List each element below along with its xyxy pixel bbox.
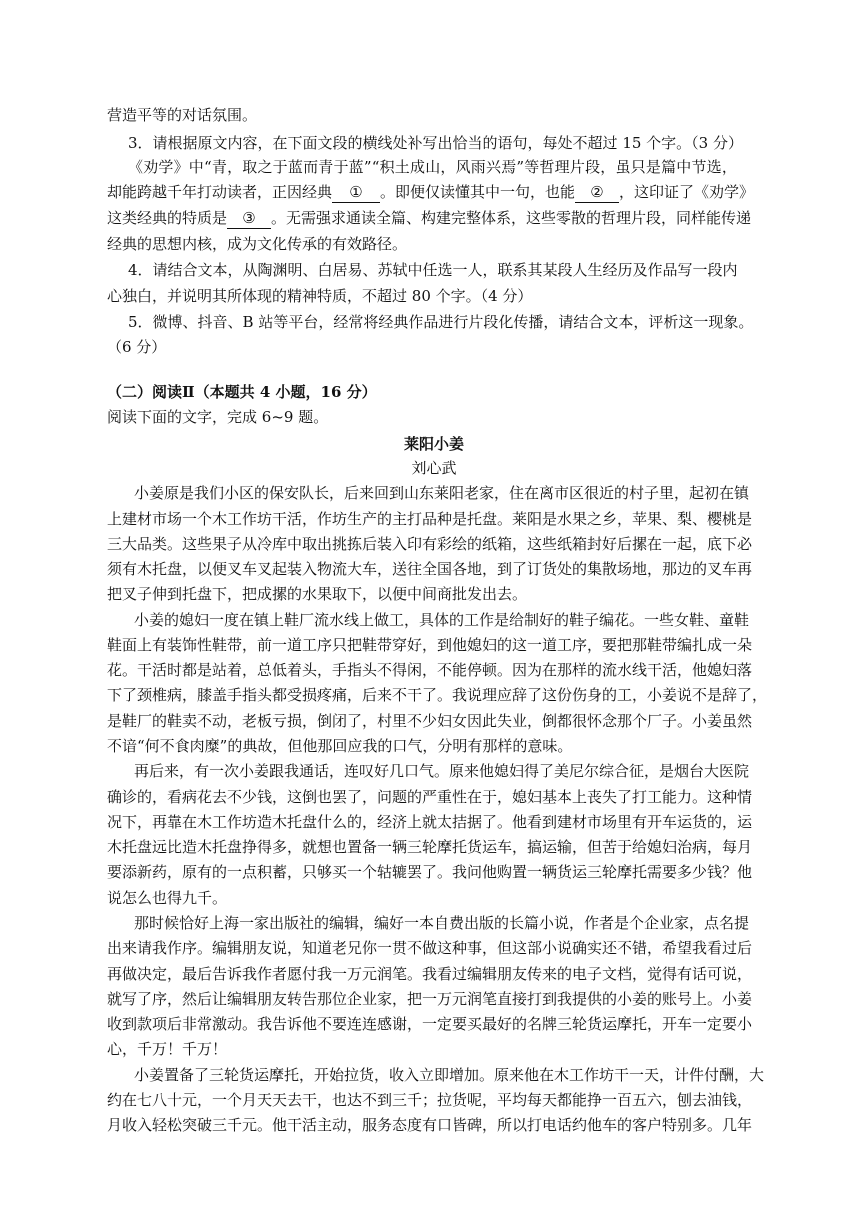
article-line: 小姜原是我们小区的保安队长，后来回到山东莱阳老家，住在离市区很近的村子里，起初在镇 xyxy=(134,484,750,502)
section-heading: （二）阅读Ⅱ（本题共 4 小题，16 分） xyxy=(107,383,377,401)
article-line: 收到款项后非常激动。我告诉他不要连连感谢，一定要买最好的名牌三轮货运摩托，开车一定要小 xyxy=(107,1015,753,1033)
article-line: 况下，再靠在木工作坊造木托盘什么的，经济上就太拮据了。他看到建材市场里有开车运货的，运 xyxy=(107,813,753,831)
article-line: 鞋面上有装饰性鞋带，前一道工序只把鞋带穿好，到他媳妇的这一道工序，要把那鞋带编扎成一朵 xyxy=(107,636,753,654)
article-line: 把叉子伸到托盘下，把成摞的水果取下，以便中间商批发出去。 xyxy=(107,585,528,603)
article-line: 不谙“何不食肉糜”的典故，但他那回应我的口气，分明有那样的意味。 xyxy=(107,737,573,755)
article-line: 那时候恰好上海一家出版社的编辑，编好一本自费出版的长篇小说，作者是个企业家，点名提 xyxy=(134,914,750,932)
article-line: 约在七八十元，一个月天天去干，也达不到三千；拉货呢，平均每天都能挣一百五六，刨去油钱， xyxy=(107,1091,753,1109)
passage-text: 却能跨越千年打动读者，正因经典 xyxy=(107,183,333,201)
article-line: 小姜的媳妇一度在镇上鞋厂流水线上做工，具体的工作是给制好的鞋子编花。一些女鞋、童鞋 xyxy=(134,611,750,629)
passage-line: 经典的思想内核，成为文化传承的有效路径。 xyxy=(107,235,408,253)
passage-line xyxy=(107,182,754,203)
article-line: 再做决定，最后告诉我作者愿付我一万元润笔。我看过编辑朋友传来的电子文档，觉得有话可说， xyxy=(107,965,753,983)
section-instruction: 阅读下面的文字，完成 6~9 题。 xyxy=(107,408,329,426)
article-line: 要添新药，原有的一点积蓄，只够买一个轱辘罢了。我问他购置一辆货运三轮摩托需要多少钱？他 xyxy=(107,863,753,881)
passage-line xyxy=(107,208,751,229)
article-line: 花。干活时都是站着，总低着头，手指头不得闲，不能停顿。因为在那样的流水线干活，他媳妇落 xyxy=(107,661,753,679)
article-line: 说怎么也得九千。 xyxy=(107,889,228,907)
article-line: 出来请我作序。编辑朋友说，知道老兄你一贯不做这种事，但这部小说确实还不错，希望我看过后 xyxy=(107,939,753,957)
blank-3: ③ xyxy=(227,208,271,229)
article-line: 再后来，有一次小姜跟我通话，连叹好几口气。原来他媳妇得了美尼尔综合征，是烟台大医院 xyxy=(134,762,750,780)
text-line: 营造平等的对话氛围。 xyxy=(107,106,258,124)
passage-text: 。无需强求通读全篇、构建完整体系，这些零散的哲理片段，同样能传递 xyxy=(271,209,752,227)
article-line: 月收入轻松突破三千元。他干活主动，服务态度有口皆碑，所以打电话约他车的客户特别多。几年 xyxy=(107,1116,753,1134)
passage-text: 。即便仅读懂其中一句，也能 xyxy=(380,183,576,201)
article-author: 刘心武 xyxy=(411,459,457,477)
passage-text: ，这印证了《劝学》 xyxy=(619,183,755,201)
article-line: 下了颈椎病，膝盖手指头都受损疼痛，后来不干了。我说理应辞了这份伤身的工，小姜说不是辞了， xyxy=(107,686,768,704)
article-line: 须有木托盘，以便叉车叉起装入物流大车，送往全国各地，到了订货处的集散场地，那边的叉车再 xyxy=(107,560,753,578)
article-line: 小姜置备了三轮货运摩托，开始拉货，收入立即增加。原来他在木工作坊干一天，计件付酬，大 xyxy=(134,1066,765,1084)
question-4-cont: 心独白，并说明其所体现的精神特质，不超过 80 个字。（4 分） xyxy=(107,287,533,305)
question-5: 5．微博、抖音、B 站等平台，经常将经典作品进行片段化传播，请结合文本，评析这一现象。 xyxy=(128,313,754,331)
article-line: 确诊的，看病花去不少钱，这倒也罢了，问题的严重性在于，媳妇基本上丧失了打工能力。这种情 xyxy=(107,788,753,806)
article-line: 就写了序，然后让编辑朋友转告那位企业家，把一万元润笔直接打到我提供的小姜的账号上。小姜 xyxy=(107,990,753,1008)
blank-2: ② xyxy=(575,182,619,203)
question-4: 4．请结合文本，从陶渊明、白居易、苏轼中任选一人，联系其某段人生经历及作品写一段内 xyxy=(128,261,738,279)
blank-1: ① xyxy=(332,182,380,203)
article-line: 木托盘远比造木托盘挣得多，就想也置备一辆三轮摩托货运车，搞运输，但苦于给媳妇治病，每月 xyxy=(107,838,753,856)
article-line: 是鞋厂的鞋卖不动，老板亏损，倒闭了，村里不少妇女因此失业，倒都很怀念那个厂子。小姜虽然 xyxy=(107,712,753,730)
article-line: 上建材市场一个木工作坊干活，作坊生产的主打品种是托盘。莱阳是水果之乡，苹果、梨、樱桃是 xyxy=(107,510,753,528)
question-3: 3．请根据原文内容，在下面文段的横线处补写出恰当的语句，每处不超过 15 个字。（3 分） xyxy=(128,134,743,152)
passage-text: 这类经典的特质是 xyxy=(107,209,228,227)
article-title: 莱阳小姜 xyxy=(403,435,464,453)
article-line: 三大品类。这些果子从冷库中取出挑拣后装入印有彩绘的纸箱，这些纸箱封好后摞在一起，底下必 xyxy=(107,535,753,553)
passage-line: 《劝学》中“青，取之于蓝而青于蓝”“积土成山，风雨兴焉”等哲理片段，虽只是篇中节选， xyxy=(128,158,738,176)
question-5-cont: （6 分） xyxy=(107,338,167,356)
article-line: 心，千万！千万！ xyxy=(107,1040,228,1058)
